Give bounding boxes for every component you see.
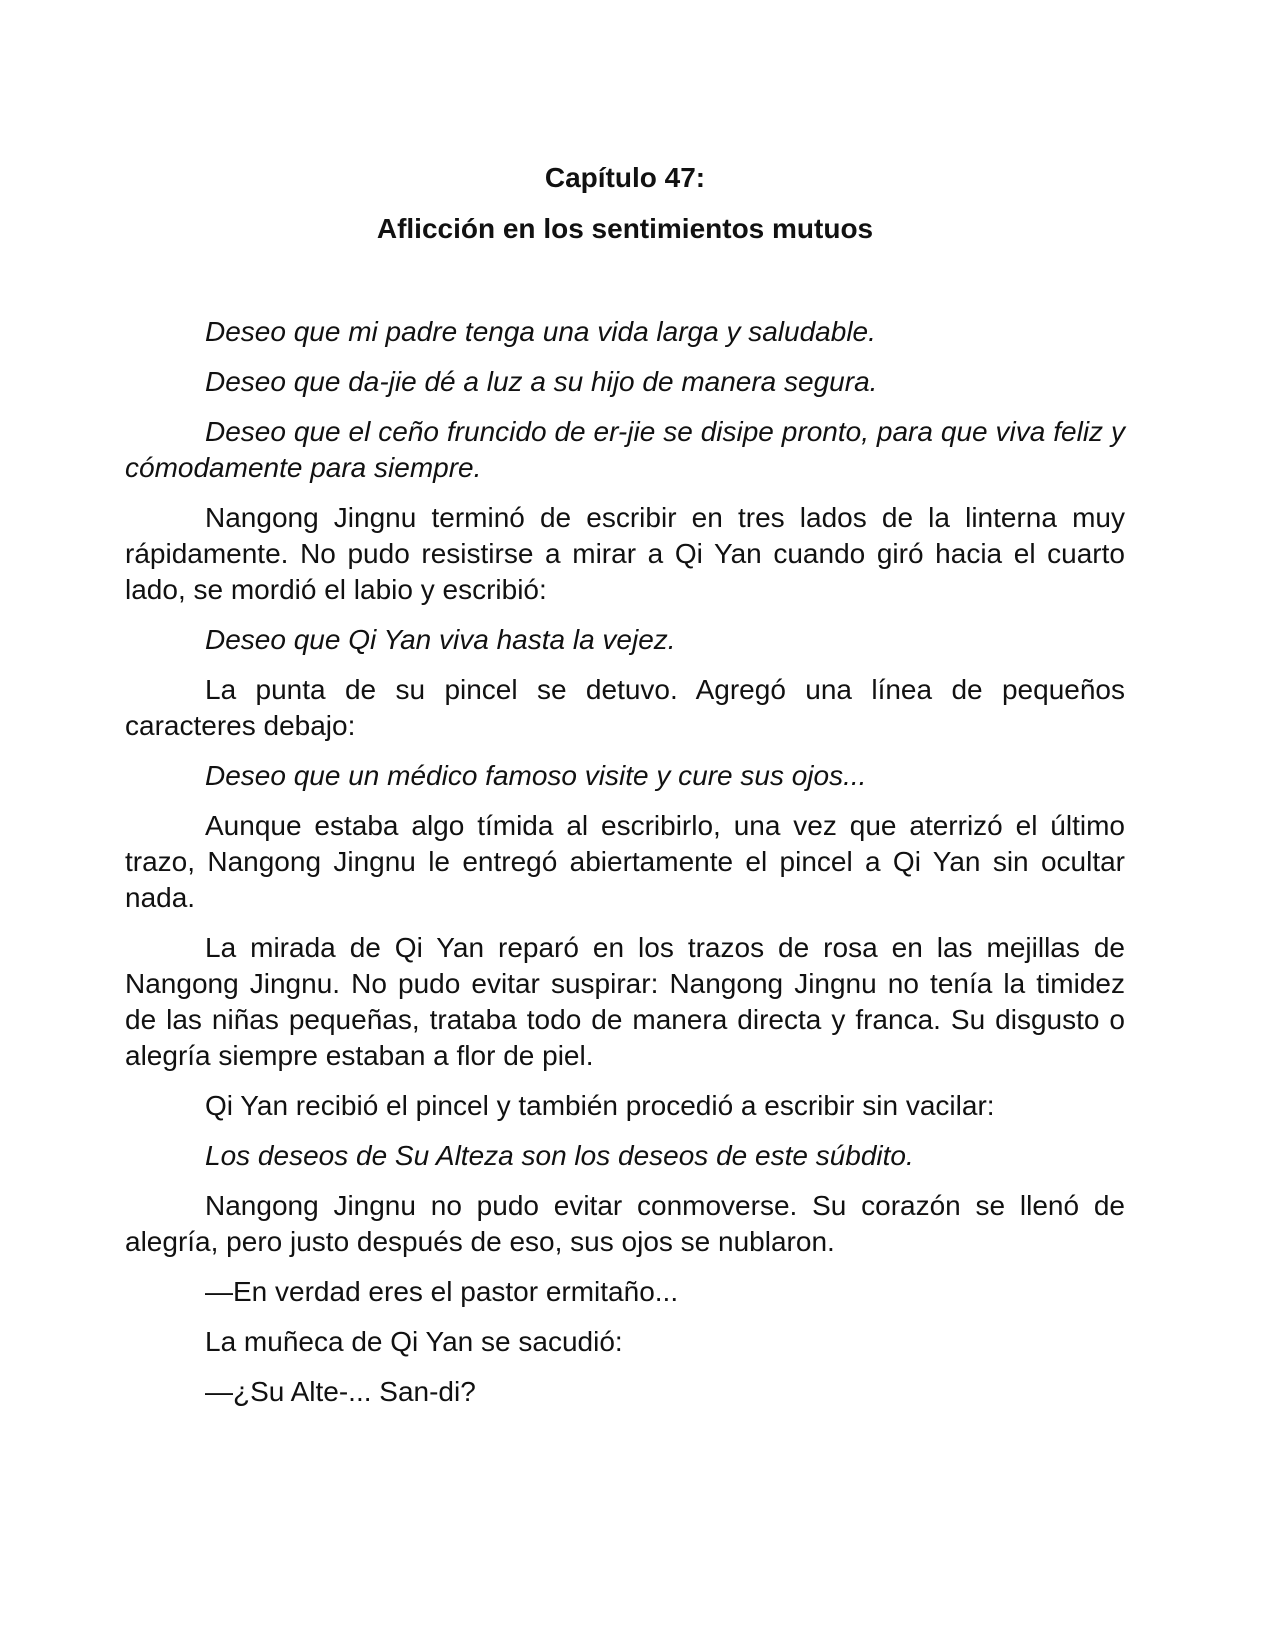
paragraph-wish-qiyan: Deseo que Qi Yan viva hasta la vejez. (205, 624, 676, 655)
paragraph-wish-subject: Los deseos de Su Alteza son los deseos de este súbdito. (205, 1140, 914, 1171)
paragraph-narration: Nangong Jingnu no pudo evitar conmoverse. Su corazón se llenó de alegría, pero justo después de eso, sus ojos se nublaron. (125, 1190, 1125, 1257)
paragraph-narration: La mirada de Qi Yan reparó en los trazos de rosa en las mejillas de Nangong Jingnu. No pudo evitar suspirar: Nangong Jingnu no tenía la timidez de las niñas pequeñas, trataba todo de manera directa y franca. Su disgusto o alegría siempre estaban a flor de piel. (125, 932, 1125, 1071)
paragraph-dialogue: —¿Su Alte-... San-di? (205, 1376, 476, 1407)
chapter-number: Capítulo 47: (544, 162, 706, 193)
paragraph-narration: Nangong Jingnu terminó de escribir en tres lados de la linterna muy rápidamente. No pudo resistirse a mirar a Qi Yan cuando giró hacia el cuarto lado, se mordió el labio y escribió: (125, 502, 1125, 605)
paragraph-wish-father: Deseo que mi padre tenga una vida larga y saludable. (205, 316, 876, 347)
paragraph-wish-doctor: Deseo que un médico famoso visite y cure sus ojos... (205, 760, 867, 791)
paragraph-wish-erjie: Deseo que el ceño fruncido de er-jie se disipe pronto, para que viva feliz y cómodamente para siempre. (125, 416, 1125, 483)
paragraph-narration: La punta de su pincel se detuvo. Agregó una línea de pequeños caracteres debajo: (125, 674, 1125, 741)
paragraph-narration: Aunque estaba algo tímida al escribirlo, una vez que aterrizó el último trazo, Nangong Jingnu le entregó abiertamente el pincel a Qi Yan sin ocultar nada. (125, 810, 1125, 913)
paragraph-narration: La muñeca de Qi Yan se sacudió: (205, 1326, 623, 1357)
paragraph-dialogue: —En verdad eres el pastor ermitaño... (205, 1276, 679, 1307)
chapter-title: Aflicción en los sentimientos mutuos (376, 213, 874, 244)
paragraph-wish-dajie: Deseo que da-jie dé a luz a su hijo de manera segura. (205, 366, 878, 397)
paragraph-narration: Qi Yan recibió el pincel y también procedió a escribir sin vacilar: (205, 1090, 995, 1121)
chapter-body (125, 314, 1125, 1410)
